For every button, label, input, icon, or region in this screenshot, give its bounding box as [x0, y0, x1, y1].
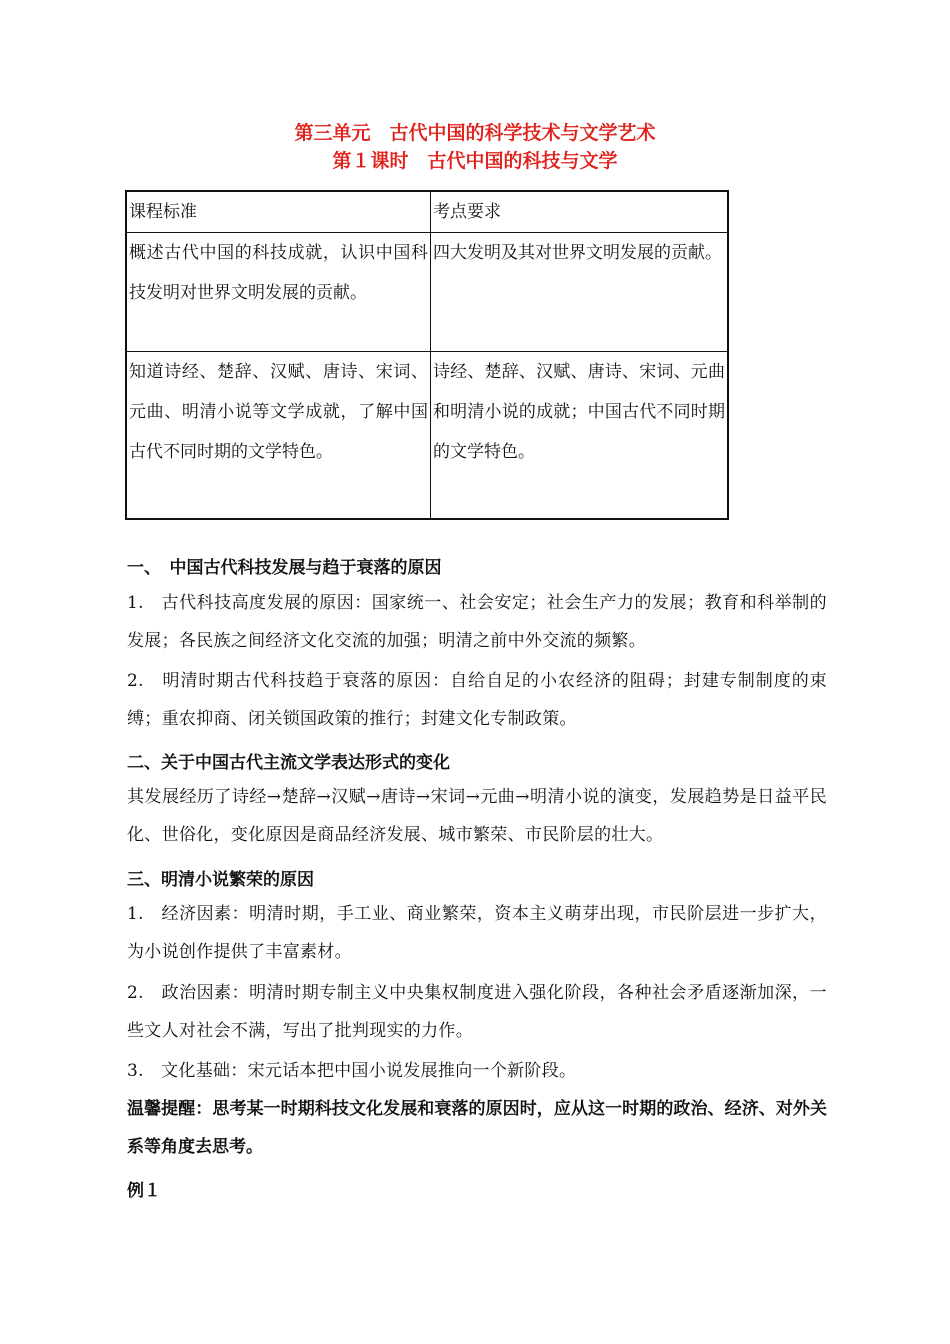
section-2-heading: 二、关于中国古代主流文学表达形式的变化: [127, 753, 450, 773]
curriculum-table: [125, 190, 729, 520]
lesson-title: 第１课时 古代中国的科技与文学: [332, 150, 618, 172]
section-3-heading: 三、明清小说繁荣的原因: [127, 870, 314, 890]
table-cell: 诗经、楚辞、汉赋、唐诗、宋词、元曲和明清小说的成就；中国古代不同时期的文学特色。: [431, 352, 729, 520]
tip-note: 温馨提醒：思考某一时期科技文化发展和衰落的原因时，应从这一时期的政治、经济、对外关系等角度去思考。: [127, 1099, 827, 1157]
section-1-paragraph-2: 2. 明清时期古代科技趋于衰落的原因：自给自足的小农经济的阻碍；封建专制制度的束缚；重农抑商、闭关锁国政策的推行；封建文化专制政策。: [127, 671, 827, 729]
section-3-paragraph-3: 3. 文化基础：宋元话本把中国小说发展推向一个新阶段。: [127, 1061, 577, 1081]
section-3-paragraph-2: 2. 政治因素：明清时期专制主义中央集权制度进入强化阶段，各种社会矛盾逐渐加深，一些文人对社会不满，写出了批判现实的力作。: [127, 983, 827, 1041]
table-cell: 知道诗经、楚辞、汉赋、唐诗、宋词、元曲、明清小说等文学成就，了解中国古代不同时期的文学特色。: [126, 352, 431, 520]
table-header-cell: 课程标准: [126, 191, 431, 233]
example-label: 例１: [127, 1181, 161, 1201]
table-header-cell: 考点要求: [431, 191, 729, 233]
section-2-paragraph: 其发展经历了诗经→楚辞→汉赋→唐诗→宋词→元曲→明清小说的演变，发展趋势是日益平民化、世俗化，变化原因是商品经济发展、城市繁荣、市民阶层的壮大。: [127, 787, 827, 845]
table-cell: 概述古代中国的科技成就，认识中国科技发明对世界文明发展的贡献。: [126, 233, 431, 352]
section-1-paragraph-1: 1. 古代科技高度发展的原因：国家统一、社会安定；社会生产力的发展；教育和科举制的发展；各民族之间经济文化交流的加强；明清之前中外交流的频繁。: [127, 593, 827, 651]
section-1-heading: 一、 中国古代科技发展与趋于衰落的原因: [127, 558, 442, 578]
table-row: [126, 352, 728, 520]
table-cell: 四大发明及其对世界文明发展的贡献。: [431, 233, 729, 352]
section-3-paragraph-1: 1. 经济因素：明清时期，手工业、商业繁荣，资本主义萌芽出现，市民阶层进一步扩大，为小说创作提供了丰富素材。: [127, 904, 827, 962]
table-header-row: [126, 191, 728, 233]
unit-title: 第三单元 古代中国的科学技术与文学艺术: [294, 122, 656, 144]
table-row: [126, 233, 728, 352]
